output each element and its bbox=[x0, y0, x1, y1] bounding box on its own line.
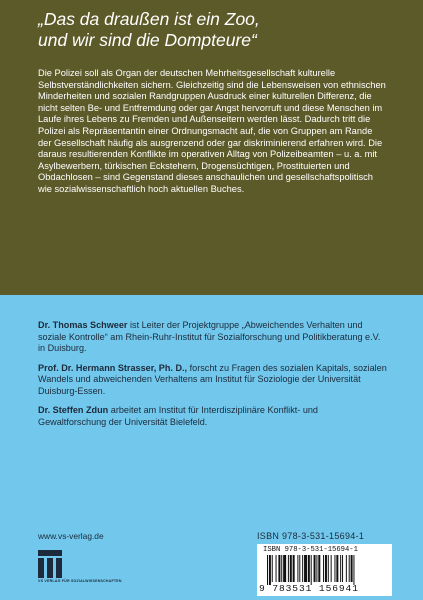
barcode-bar bbox=[304, 555, 307, 582]
author-bio-strasser bbox=[38, 363, 388, 398]
barcode-bar bbox=[316, 555, 317, 582]
barcode-bar bbox=[267, 555, 268, 585]
author-text: ist Leiter der Projektgruppe „Abweichendes Verhalten und soziale Kontrolle“ am Rhein-Ruhr-Institut für Sozialforschung und Politikberatung e.V. in Duisburg. bbox=[38, 320, 381, 353]
barcode-bar bbox=[323, 555, 324, 582]
barcode-bar bbox=[311, 555, 312, 585]
author-name: Dr. Steffen Zdun bbox=[38, 405, 109, 415]
barcode-bar bbox=[297, 555, 298, 582]
headline-quote bbox=[38, 9, 398, 51]
barcode-isbn: ISBN 978-3-531-15694-1 bbox=[263, 546, 358, 554]
author-name: Prof. Dr. Hermann Strasser, Ph. D., bbox=[38, 362, 188, 373]
barcode-bar bbox=[349, 555, 350, 582]
publisher-logo-text: VS VERLAG FÜR SOZIALWISSENSCHAFTEN bbox=[38, 579, 122, 583]
barcode-bar bbox=[340, 555, 341, 582]
barcode-bar bbox=[351, 555, 353, 582]
publisher-logo-icon bbox=[38, 550, 62, 578]
barcode-bar bbox=[328, 555, 329, 582]
barcode bbox=[257, 544, 392, 596]
barcode-bar bbox=[269, 555, 271, 585]
isbn-label: ISBN 978-3-531-15694-1 bbox=[257, 531, 365, 541]
quote-line-1: „Das da draußen ist ein Zoo, bbox=[38, 9, 260, 29]
publisher-url[interactable]: www.vs-verlag.de bbox=[38, 531, 104, 541]
barcode-bar bbox=[299, 555, 300, 582]
barcode-bar bbox=[290, 555, 292, 582]
barcode-bar bbox=[314, 555, 316, 582]
barcode-bar bbox=[342, 555, 343, 582]
barcode-bar bbox=[346, 555, 347, 582]
author-bios bbox=[38, 320, 388, 436]
author-name: Dr. Thomas Schweer bbox=[38, 320, 128, 330]
barcode-bar bbox=[293, 555, 295, 582]
quote-line-2: und wir sind die Dompteure“ bbox=[38, 30, 257, 50]
barcode-bars bbox=[267, 555, 382, 585]
author-text: forscht zu Fragen des sozialen Kapitals, sozialen Wandels und abweichenden Verhaltens am Institut für Soziologie der Universität Duisburg-Essen. bbox=[38, 362, 387, 396]
lower-panel bbox=[0, 295, 423, 600]
author-bio-schweer bbox=[38, 320, 388, 355]
barcode-bar bbox=[283, 555, 286, 582]
barcode-bar bbox=[302, 555, 303, 582]
author-bio-zdun bbox=[38, 405, 388, 428]
barcode-bar bbox=[278, 555, 280, 582]
barcode-bar bbox=[334, 555, 335, 582]
upper-panel bbox=[0, 0, 423, 295]
author-text: arbeitet am Institut für Interdisziplinäre Konflikt- und Gewaltforschung der Universität Bielefeld. bbox=[38, 405, 318, 427]
barcode-bar bbox=[281, 555, 282, 582]
barcode-digits: 9 783531 156941 bbox=[259, 583, 359, 594]
barcode-bar bbox=[288, 555, 289, 582]
publisher-logo bbox=[38, 550, 122, 590]
barcode-bar bbox=[272, 555, 273, 582]
barcode-bar bbox=[318, 555, 320, 582]
barcode-bar bbox=[353, 555, 354, 585]
barcode-bar bbox=[336, 555, 338, 582]
barcode-bar bbox=[276, 555, 277, 582]
barcode-bar bbox=[325, 555, 327, 582]
barcode-bar bbox=[308, 555, 310, 582]
barcode-bar bbox=[331, 555, 332, 582]
book-description: Die Polizei soll als Organ der deutschen Mehrheitsgesellschaft kulturelle Selbstverständlichkeiten sichern. Gleichzeitig sind die Lebensweisen von ethnischen Minderheiten und sozialen Randgruppen Ausdruck einer kulturellen Differenz, die nicht selten Be- und Entfremdung oder gar Angst hervorruft und diese Menschen im Laufe ihres Lebens zu Fremden und Außenseitern werden lässt. Dadurch tritt die Polizei als Repräsentantin einer Ordnungsmacht auf, die von Gruppen am Rande der Gesellschaft häufig als ausgrenzend oder gar diskriminierend erfahren wird. Die daraus resultierenden Konflikte im operativen Alltag von Polizeibeamten – u. a. mit Asylbewerbern, türkischen Eckstehern, Drogensüchtigen, Prostituierten und Obdachlosen – sind Gegenstand dieses anschaulichen und gesellschaftspolitisch wie sozialwissenschaftlich hoch aktuellen Buches. bbox=[38, 68, 386, 194]
